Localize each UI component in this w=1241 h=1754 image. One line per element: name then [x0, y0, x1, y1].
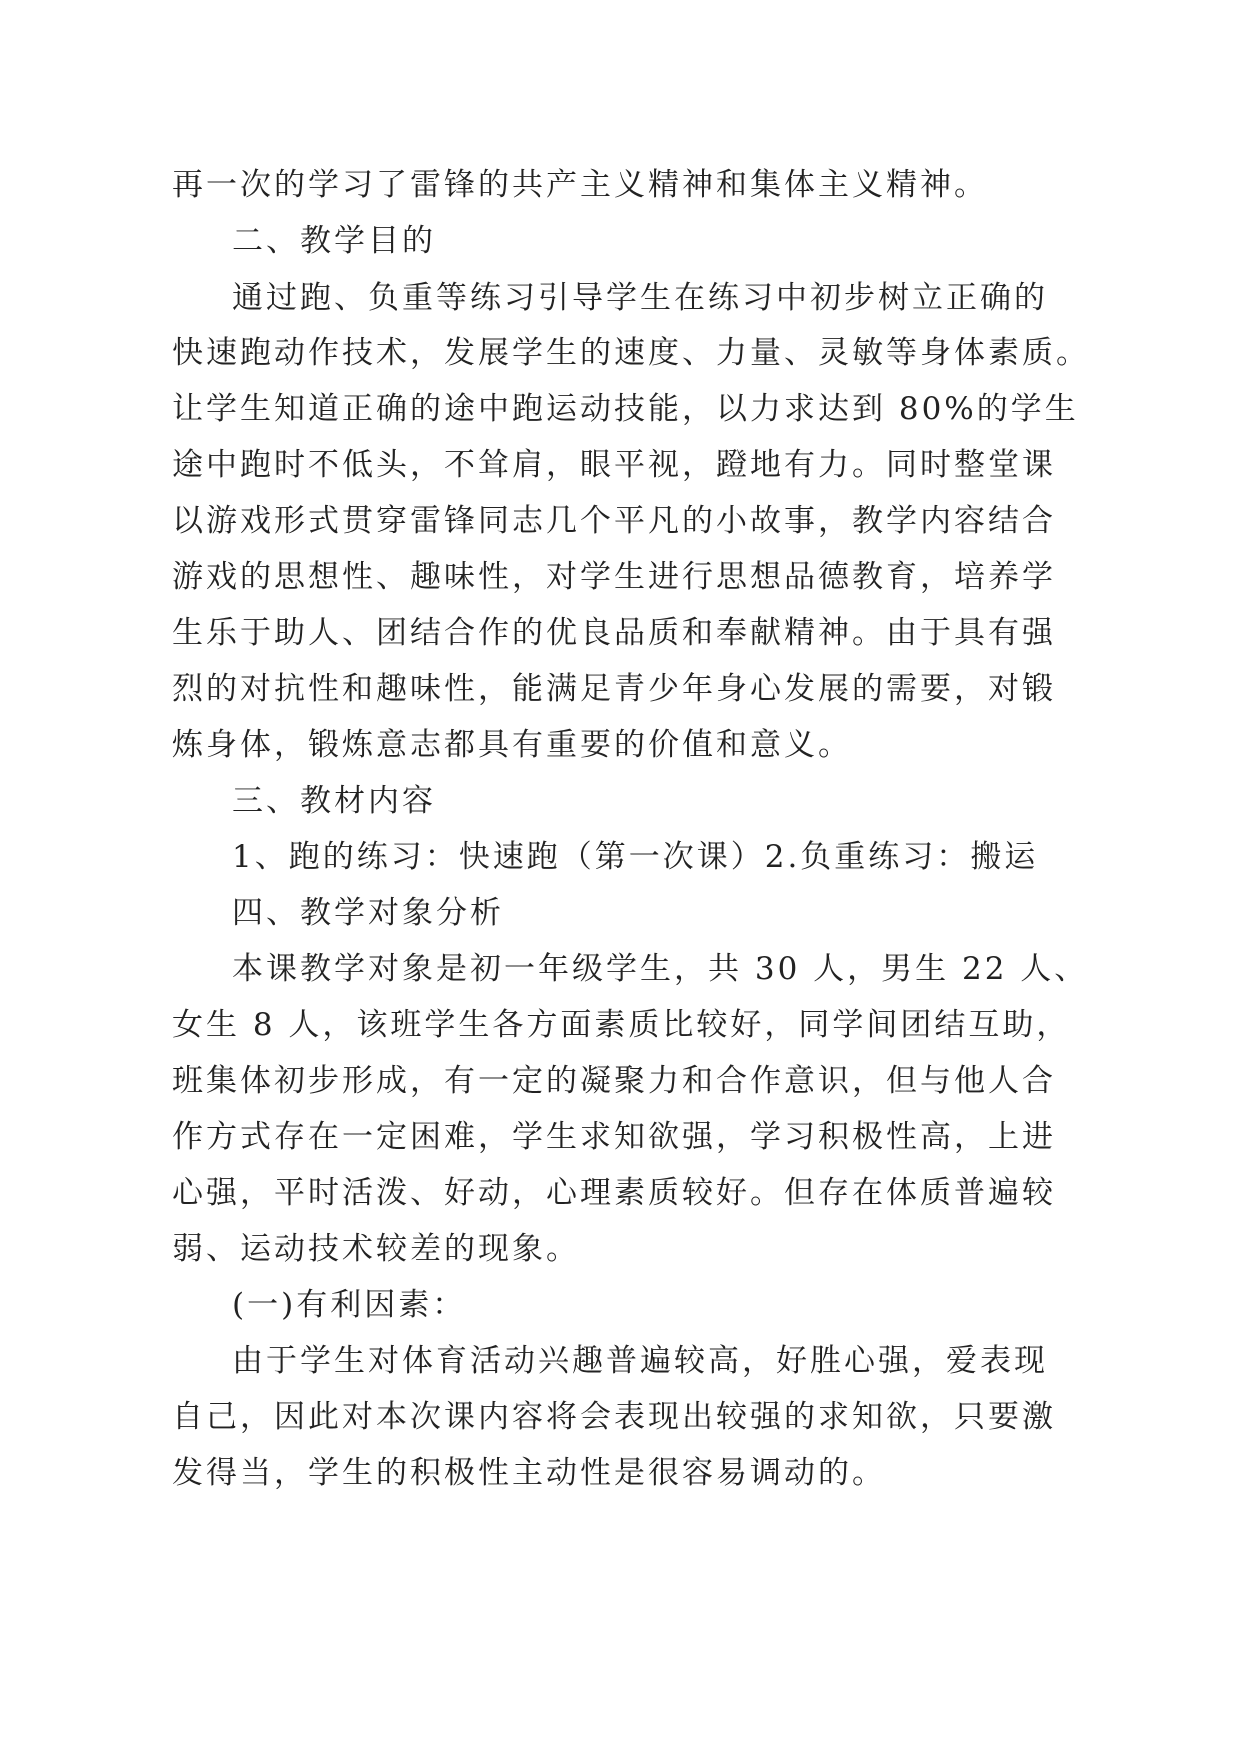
section-heading: 四、教学对象分析 — [232, 895, 504, 931]
text-line: 以游戏形式贯穿雷锋同志几个平凡的小故事，教学内容结合 — [172, 503, 1056, 539]
text-line: 由于学生对体育活动兴趣普遍较高，好胜心强，爱表现 — [232, 1343, 1048, 1379]
text-line: 1、跑的练习：快速跑（第一次课）2.负重练习：搬运 — [232, 839, 1039, 875]
text-line: 本课教学对象是初一年级学生，共 30 人，男生 22 人、 — [232, 951, 1089, 987]
text-line: 作方式存在一定困难，学生求知欲强，学习积极性高，上进 — [172, 1119, 1056, 1155]
text-line: 心强，平时活泼、好动，心理素质较好。但存在体质普遍较 — [172, 1175, 1056, 1211]
text-line: 途中跑时不低头，不耸肩，眼平视，蹬地有力。同时整堂课 — [172, 447, 1056, 483]
text-line: 游戏的思想性、趣味性，对学生进行思想品德教育，培养学 — [172, 559, 1056, 595]
text-line: 弱、运动技术较差的现象。 — [172, 1231, 580, 1267]
section-heading: 二、教学目的 — [232, 223, 436, 259]
text-line: 让学生知道正确的途中跑运动技能，以力求达到 80%的学生 — [172, 391, 1079, 427]
text-line: 再一次的学习了雷锋的共产主义精神和集体主义精神。 — [172, 167, 988, 203]
text-line: 班集体初步形成，有一定的凝聚力和合作意识，但与他人合 — [172, 1063, 1056, 1099]
text-line: 发得当，学生的积极性主动性是很容易调动的。 — [172, 1455, 886, 1491]
text-line: 烈的对抗性和趣味性，能满足青少年身心发展的需要，对锻 — [172, 671, 1056, 707]
section-heading: 三、教材内容 — [232, 783, 436, 819]
text-line: 炼身体，锻炼意志都具有重要的价值和意义。 — [172, 727, 852, 763]
subsection-heading: (一)有利因素： — [232, 1287, 467, 1323]
text-line: 生乐于助人、团结合作的优良品质和奉献精神。由于具有强 — [172, 615, 1056, 651]
text-line: 自己，因此对本次课内容将会表现出较强的求知欲，只要激 — [172, 1399, 1056, 1435]
text-line: 通过跑、负重等练习引导学生在练习中初步树立正确的 — [232, 280, 1048, 316]
text-line: 快速跑动作技术，发展学生的速度、力量、灵敏等身体素质。 — [172, 335, 1090, 371]
text-line: 女生 8 人，该班学生各方面素质比较好，同学间团结互助， — [172, 1007, 1071, 1043]
